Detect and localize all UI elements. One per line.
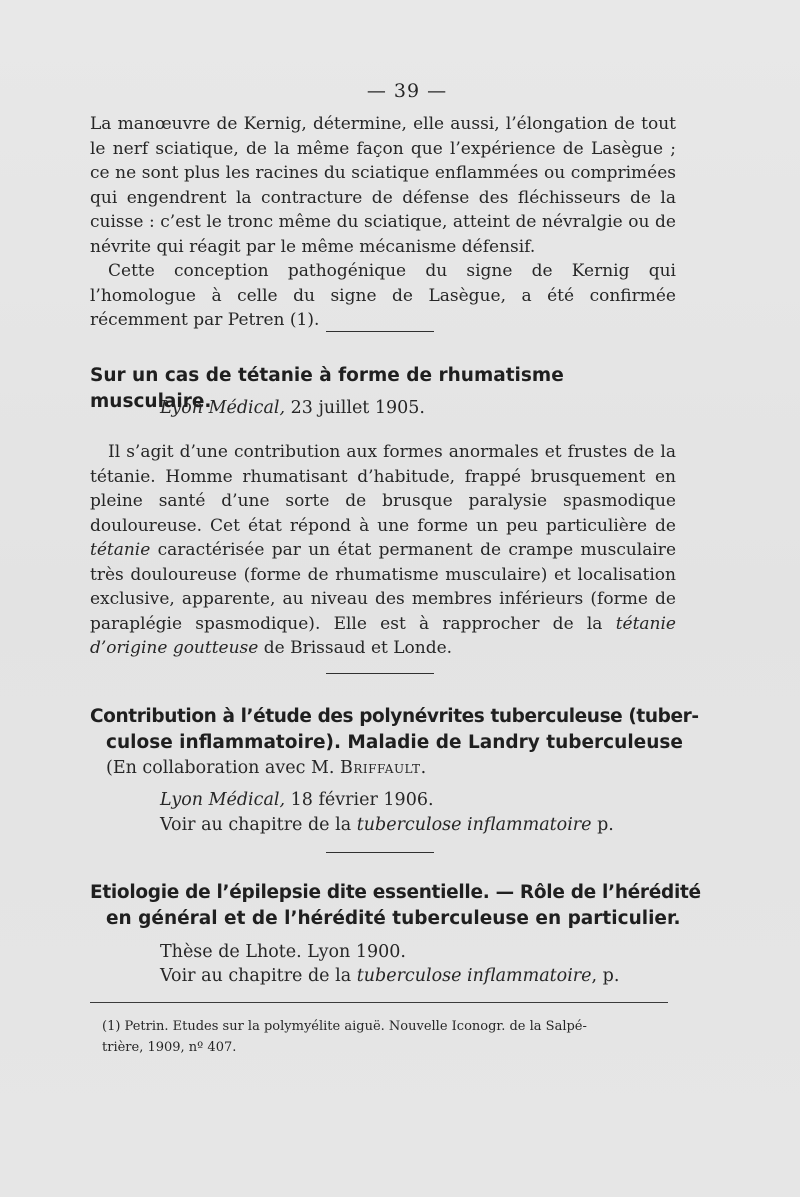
title-line-1: Etiologie de l’épilepsie dite essentielle. — Rôle de l’hérédité (90, 882, 701, 903)
footnote-line-2: trière, 1909, nº 407. (102, 1040, 237, 1055)
title-line-1: Contribution à l’étude des polynévrites tuberculeuse (tuber- (90, 706, 699, 727)
see-chapter-title: tuberculose inflammatoire (356, 966, 592, 986)
body-text: Il s’agit d’une contribution aux formes anormales et frustes de la tétanie. Homme rhumatisant d’habitude, frappé brusquement en pleine santé d’une sorte de brusque paralysie spasmodique douloureuse. Cet état répond à une forme un peu particulière de (90, 442, 676, 536)
journal-name: Lyon Médical, (160, 790, 286, 810)
see-suffix: , p. (591, 966, 620, 986)
title-line-2: en général et de l’hérédité tuberculeuse en particulier. (106, 908, 681, 929)
citation-lyon-medical-1906 (160, 788, 434, 812)
see-prefix: Voir au chapitre de la (160, 815, 357, 835)
see-chapter-reference (160, 813, 614, 837)
intro-paragraph-1: La manœuvre de Kernig, détermine, elle aussi, l’élongation de tout le nerf sciatique, de la même façon que l’expérience de Lasègue ; ce ne sont plus les racines du sciatique enflammées ou comprimées qui engendrent la contracture de défense des fléchisseurs de la cuisse : c’est le tronc même du sciatique, atteint de névralgie ou de névrite qui réagit par le même mécanisme défensif. (90, 114, 676, 257)
citation-date: 23 juillet 1905. (290, 398, 425, 418)
collaboration-note (106, 756, 426, 780)
section-divider (326, 673, 434, 674)
see-chapter-reference (160, 964, 619, 988)
collab-prefix: (En collaboration avec M. (106, 758, 341, 778)
collab-name: Briffault (340, 758, 421, 778)
journal-name: Lyon Médical, (160, 398, 286, 418)
section-title-tetanie: Sur un cas de tétanie à forme de rhumatisme musculaire. (90, 365, 564, 412)
section-title-polynevrites (90, 704, 699, 756)
intro-text (90, 112, 676, 333)
page-number: — 39 — (366, 80, 448, 102)
title-line-2: culose inflammatoire). Maladie de Landry tuberculeuse (106, 732, 683, 753)
citation-date: 18 février 1906. (290, 790, 434, 810)
body-text: de Brissaud et Londe. (258, 638, 453, 658)
footnote (102, 1016, 676, 1058)
body-text: caractérisée par un état permanent de crampe musculaire très douloureuse (forme de rhumatisme musculaire) et localisation exclusive, apparente, au niveau des membres inférieurs (forme de paraplégie spasmodique). Elle est à rapprocher de la (90, 540, 676, 634)
section-title-epilepsie (90, 880, 701, 932)
intro-paragraph-2: Cette conception pathogénique du signe de Kernig qui l’homologue à celle du signe de Lasègue, a été confirmée récemment par Petren (1). (90, 261, 676, 330)
body-italic-tetanie-goutteuse: tétanie d’origine goutteuse (90, 613, 676, 658)
section1-body (90, 440, 676, 661)
see-chapter-title: tuberculose inflammatoire (356, 815, 592, 835)
collab-suffix: . (420, 758, 427, 778)
section1-paragraph (90, 440, 676, 661)
see-suffix: p. (591, 815, 614, 835)
see-prefix: Voir au chapitre de la (160, 966, 357, 986)
citation-lyon-medical-1905 (160, 396, 425, 420)
footnote-line-1: (1) Petrin. Etudes sur la polymyélite aiguë. Nouvelle Iconogr. de la Salpé- (102, 1019, 587, 1034)
footnote-separator (90, 1002, 668, 1003)
thesis-reference: Thèse de Lhote. Lyon 1900. (160, 942, 406, 962)
body-italic-tetanie: tétanie (90, 540, 151, 560)
section-divider (326, 331, 434, 332)
section-divider (326, 852, 434, 853)
